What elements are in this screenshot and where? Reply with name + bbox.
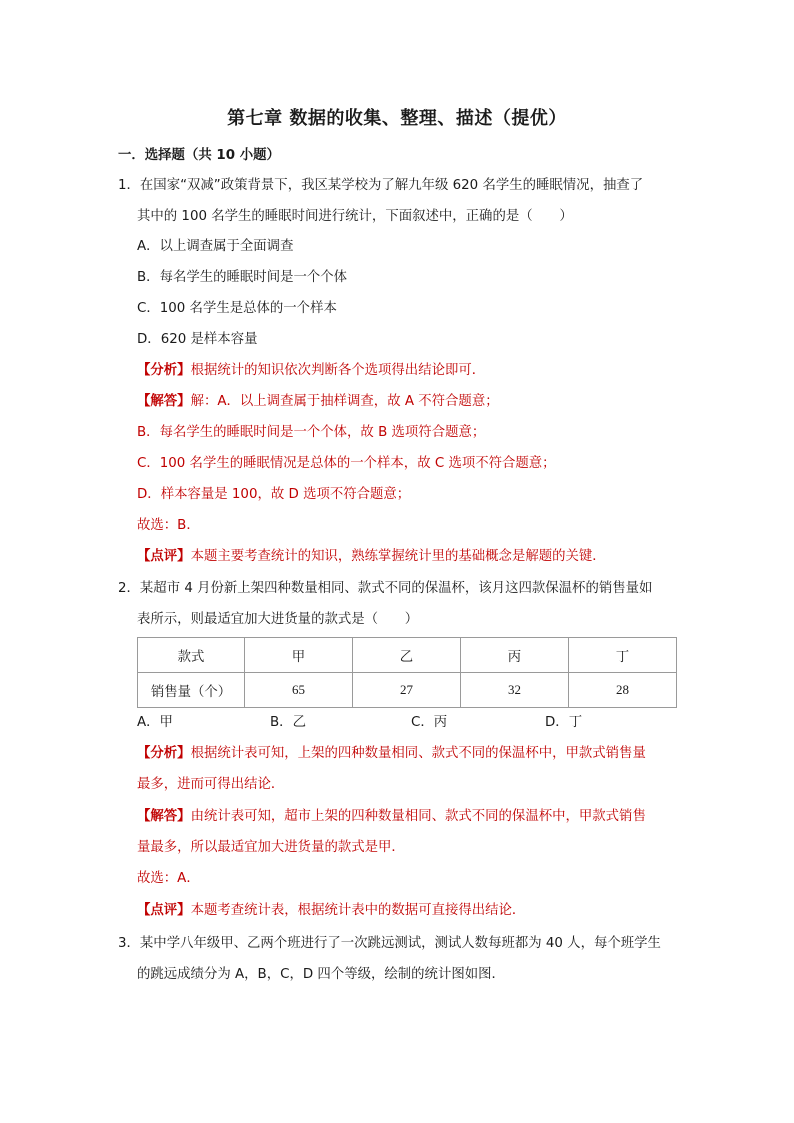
q3-stem-line1: 3．某中学八年级甲、乙两个班进行了一次跳远测试，测试人数每班都为 40 人，每个班学生 [118, 936, 661, 951]
sales-table [137, 637, 677, 708]
q2-stem-line2: 表所示，则最适宜加大进货量的款式是（ ） [137, 612, 419, 627]
q3-stem-line2: 的跳远成绩分为 A，B，C，D 四个等级，绘制的统计图如图． [137, 967, 505, 982]
q1-option-a: A．以上调查属于全面调查 [137, 239, 294, 254]
comment-tag: 【点评】 [137, 903, 191, 918]
table-cell: 乙 [353, 638, 461, 673]
analysis-text: 根据统计表可知，上架的四种数量相同、款式不同的保温杯中，甲款式销售量 [190, 746, 646, 761]
analysis-tag: 【分析】 [137, 363, 191, 378]
q1-option-d: D．620 是样本容量 [137, 332, 258, 347]
comment-text: 本题主要考查统计的知识，熟练掌握统计里的基础概念是解题的关键． [190, 549, 606, 564]
answer-tag: 【解答】 [137, 809, 191, 824]
q1-analysis [137, 362, 485, 380]
q2-stem-line1: 2．某超市 4 月份新上架四种数量相同、款式不同的保温杯，该月这四款保温杯的销售量如 [118, 581, 653, 596]
table-cell: 32 [461, 673, 569, 708]
table-cell: 甲 [245, 638, 353, 673]
q2-comment [137, 902, 525, 920]
table-row [138, 673, 677, 708]
q1-stem-line1: 1．在国家“双减”政策背景下，我区某学校为了解九年级 620 名学生的睡眠情况，抽查了 [118, 178, 644, 193]
comment-text: 本题考查统计表，根据统计表中的数据可直接得出结论． [190, 903, 526, 918]
q1-answer-line3: C．100 名学生的睡眠情况是总体的一个样本，故 C 选项不符合题意； [137, 456, 556, 471]
section-heading: 一．选择题（共 10 小题） [118, 148, 280, 163]
q1-comment [137, 548, 606, 566]
chapter-title: 第七章 数据的收集、整理、描述（提优） [227, 108, 567, 129]
q2-option-a: A．甲 [137, 715, 173, 730]
q1-stem-line2: 其中的 100 名学生的睡眠时间进行统计，下面叙述中，正确的是（ ） [137, 209, 573, 224]
q2-analysis-line2: 最多，进而可得出结论． [137, 777, 285, 792]
table-cell: 丁 [569, 638, 677, 673]
comment-tag: 【点评】 [137, 549, 191, 564]
q1-answer-line4: D．样本容量是 100，故 D 选项不符合题意； [137, 487, 411, 502]
table-cell: 27 [353, 673, 461, 708]
q1-option-b: B．每名学生的睡眠时间是一个个体 [137, 270, 348, 285]
table-cell: 销售量（个） [138, 673, 245, 708]
table-cell: 28 [569, 673, 677, 708]
q2-option-c: C．丙 [411, 715, 448, 730]
analysis-tag: 【分析】 [137, 746, 191, 761]
answer-tag: 【解答】 [137, 394, 191, 409]
answer-text: 由统计表可知，超市上架的四种数量相同、款式不同的保温杯中，甲款式销售 [190, 809, 646, 824]
q1-answer-line2: B．每名学生的睡眠时间是一个个体，故 B 选项符合题意； [137, 425, 486, 440]
table-cell: 款式 [138, 638, 245, 673]
q2-analysis-line1 [137, 745, 646, 763]
q2-choice: 故选：A． [137, 871, 200, 886]
table-header-row [138, 638, 677, 673]
answer-text: 解：A．以上调查属于抽样调查，故 A 不符合题意； [190, 394, 499, 409]
q1-option-c: C．100 名学生是总体的一个样本 [137, 301, 337, 316]
q1-answer-line1 [137, 393, 499, 411]
q2-answer-line2: 量最多，所以最适宜加大进货量的款式是甲． [137, 840, 405, 855]
q1-choice: 故选：B． [137, 518, 200, 533]
q2-option-d: D．丁 [545, 715, 583, 730]
analysis-text: 根据统计的知识依次判断各个选项得出结论即可． [190, 363, 486, 378]
table-cell: 丙 [461, 638, 569, 673]
q2-option-b: B．乙 [270, 715, 306, 730]
q2-answer-line1 [137, 808, 646, 826]
table-cell: 65 [245, 673, 353, 708]
